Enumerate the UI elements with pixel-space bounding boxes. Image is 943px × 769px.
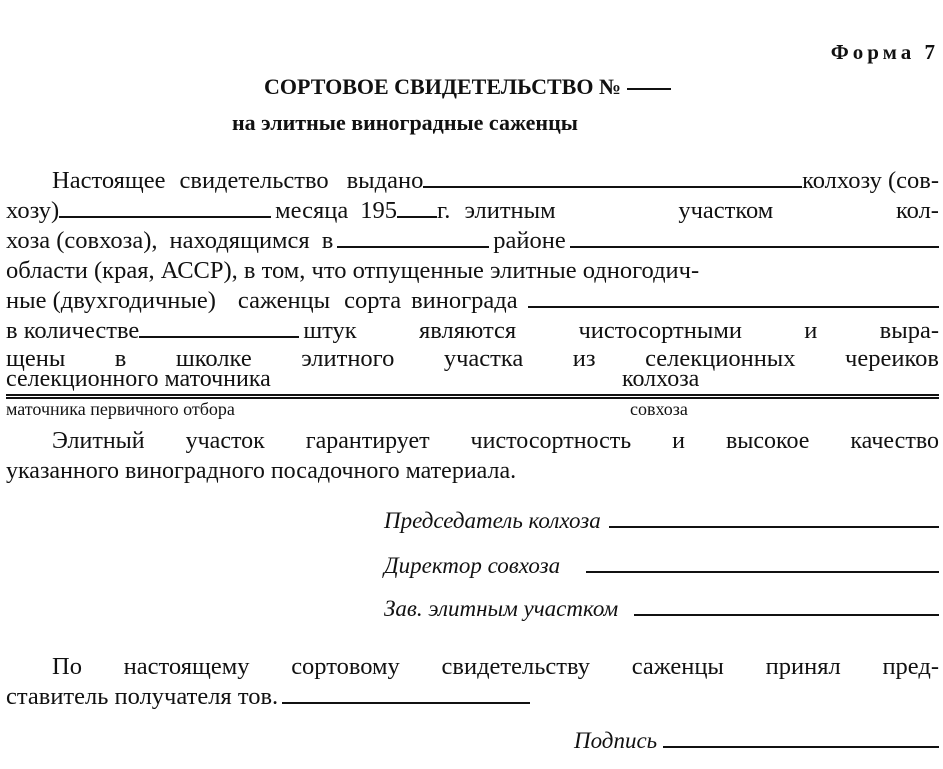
word: колхозу (сов-: [802, 167, 939, 194]
word: качество: [850, 428, 939, 454]
director-signature-field[interactable]: [586, 571, 939, 573]
word: в количестве: [6, 317, 140, 344]
body-line-6: [6, 316, 939, 346]
word: гарантирует: [305, 428, 430, 454]
variety-field[interactable]: [528, 306, 939, 308]
form-number: Форма 7: [830, 40, 939, 64]
word: свидетельству: [441, 653, 590, 680]
word: участка: [443, 345, 524, 372]
body-line-4: [6, 256, 939, 286]
word: являются: [419, 317, 517, 344]
chairman-signature-field[interactable]: [609, 526, 939, 528]
word: саженцы: [237, 287, 331, 314]
receipt-line-1: [52, 652, 939, 682]
word: школке: [175, 345, 252, 372]
word: в: [114, 345, 127, 372]
word: настоящему: [123, 653, 250, 680]
word: высокое: [725, 428, 810, 454]
word: пред-: [882, 653, 939, 680]
word: и: [672, 428, 685, 454]
word: По: [52, 653, 82, 680]
head-signature-row: [384, 596, 939, 622]
document-title: [264, 74, 671, 100]
district-field[interactable]: [337, 246, 489, 248]
word: районе: [493, 227, 566, 254]
receiver-label: ставитель получателя тов.: [6, 683, 279, 710]
word: кол-: [896, 197, 939, 224]
receipt-line-2: [6, 682, 530, 712]
body-line-2: [6, 196, 939, 226]
selection-bottom-right: совхоза: [630, 399, 688, 419]
word: череиков: [845, 345, 939, 372]
word: ные (двухгодичные): [6, 287, 216, 314]
word: Элитный: [52, 428, 145, 454]
word: хозу): [6, 197, 60, 224]
word: участком: [678, 197, 774, 224]
word: участок: [185, 428, 265, 454]
selection-rule-upper[interactable]: [6, 394, 939, 396]
word: штук: [303, 317, 357, 344]
word: находящимся: [169, 227, 310, 254]
word: щены: [6, 345, 66, 372]
quantity-field[interactable]: [139, 336, 299, 338]
word: хоза (совхоза),: [6, 227, 158, 254]
director-label: Директор совхоза: [384, 553, 561, 578]
body-text: области (края, АССР), в том, что отпущенные элитные одногодич-: [6, 257, 700, 284]
word: элитного: [301, 345, 395, 372]
selection-bottom-left: маточника первичного отбора: [6, 399, 235, 419]
signature-field[interactable]: [663, 746, 939, 748]
day-field[interactable]: [59, 216, 271, 218]
word: сортовому: [291, 653, 400, 680]
signature-label: Подпись: [574, 728, 658, 753]
word: выра-: [879, 317, 939, 344]
guarantee-line-2: указанного виноградного посадочного материала.: [6, 458, 517, 484]
word: г.: [437, 197, 451, 224]
word: элитным: [464, 197, 556, 224]
head-label: Зав. элитным участком: [384, 596, 619, 621]
word: из: [572, 345, 596, 372]
body-line-5: [6, 286, 939, 316]
chairman-label: Председатель колхоза: [384, 508, 601, 533]
body-line-3: [6, 226, 939, 256]
word: выдано: [346, 167, 424, 194]
body-line-1: [52, 166, 939, 196]
word: чистосортность: [470, 428, 632, 454]
word: месяца: [275, 197, 349, 224]
certificate-number-field[interactable]: [627, 88, 671, 90]
region-field[interactable]: [570, 246, 939, 248]
selection-top-left: селекционного маточника: [6, 366, 271, 392]
word: чистосортными: [578, 317, 742, 344]
receiver-name-field[interactable]: [282, 702, 530, 704]
word: принял: [765, 653, 841, 680]
word: и: [804, 317, 818, 344]
document-subtitle: на элитные виноградные саженцы: [232, 110, 578, 135]
signature-row: [574, 728, 939, 754]
head-signature-field[interactable]: [634, 614, 939, 616]
selection-row-top: [6, 366, 939, 394]
word: сорта: [344, 287, 402, 314]
year-prefix: 195: [360, 197, 398, 224]
chairman-signature-row: [384, 508, 939, 534]
selection-row-bottom: [6, 399, 939, 421]
director-signature-row: [384, 553, 939, 579]
collective-farm-name-field[interactable]: [423, 186, 802, 188]
word: в: [321, 227, 334, 254]
selection-top-right: колхоза: [622, 366, 700, 392]
year-field[interactable]: [397, 216, 437, 218]
word: саженцы: [631, 653, 724, 680]
word: винограда: [411, 287, 518, 314]
title-text: СОРТОВОЕ СВИДЕТЕЛЬСТВО №: [264, 74, 622, 99]
word: селекционных: [645, 345, 796, 372]
word: свидетельство: [179, 167, 329, 194]
word: Настоящее: [52, 167, 166, 194]
